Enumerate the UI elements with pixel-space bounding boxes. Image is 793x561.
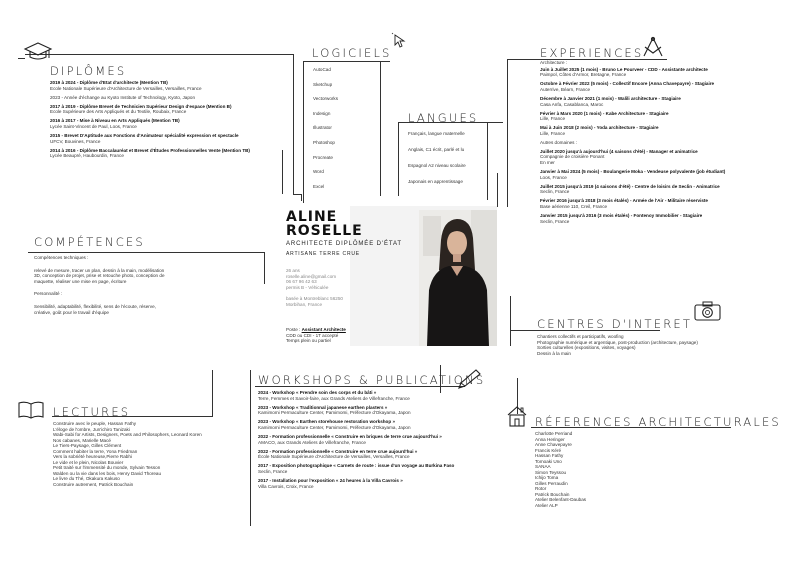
language-item: Anglais, C1 écrit, parlé et lu	[408, 147, 465, 152]
diplome-detail: Lycée Saint-Vincent de Paul, Loos, France	[50, 124, 137, 130]
competences-perso-line: créative, goût pour le travail d'équipe	[34, 309, 109, 315]
experience-entry	[540, 149, 785, 166]
language-item: Français, langue maternelle	[408, 131, 465, 136]
subtitle-architect: ARCHITECTE DIPLÔMÉE D'ÉTAT	[286, 241, 402, 247]
experience-title: Juin à Juillet 2025 (1 mois) - Bruno Le Pourveer - CDD - Assistante architecte	[540, 66, 708, 72]
experience-title: Février 2016 jusqu'à 2018 (3 mois étalés) - Armée de l'Air - Militaire réserviste	[540, 198, 708, 204]
book-item: Le vide et le plein, Nicolas Bouvier	[53, 459, 124, 465]
diplome-title: 2023 - Année d'échange au Kyoto Institute of Technology, Kyoto, Japon	[50, 94, 196, 100]
experience-entry	[540, 213, 785, 224]
competences-perso-line: Sensibilité, adaptabilité, flexibilité, sens de l'écoute, réserve,	[34, 303, 156, 309]
interest-item: Photographie numérique et argentique, post-production (architecture, paysage)	[537, 339, 698, 345]
experience-entry	[540, 169, 785, 180]
centres-list	[537, 334, 787, 356]
experience-detail: Paimpol, Côtes d'Armor, Bretagne, France	[540, 72, 627, 78]
workshop-entry	[258, 434, 498, 445]
competences-perso-label: Personnalité :	[34, 291, 63, 297]
workshop-entry	[258, 405, 498, 416]
reference-item: Atelier ALP	[535, 502, 558, 508]
workshop-title: 2017 - Installation pour l'exposition « 24 heures à la Villa Cavrois »	[258, 478, 403, 484]
experience-title: Juillet 2015 jusqu'à 2019 (4 saisons d'été) - Centre de loisirs de Seclin - Animatrice	[540, 183, 720, 189]
interest-item: Dessin à la main	[537, 350, 571, 356]
experience-entry	[540, 67, 785, 78]
poste-line	[286, 327, 346, 333]
workshop-entry	[258, 419, 498, 430]
experience-title: Octobre à Février 2022 (5 mois) - Collectif Encore (Anna Chavepayre) - Stagiaire	[540, 81, 715, 87]
experience-entry	[540, 125, 785, 136]
diplome-detail: Ecole Nationale Supérieure d'Architecture de Versailles, Versailles, France	[50, 85, 202, 91]
divider-line	[264, 252, 265, 284]
experience-detail: Casa Anfa, Casablanca, Maroc	[540, 101, 604, 107]
book-item: Petit traité sur l'immensité du monde, Sylvain Tesson	[53, 465, 161, 470]
experience-entry	[540, 198, 785, 209]
experiences-architecture-label: Architecture :	[540, 60, 568, 65]
reference-item: Charlotte Perriand	[535, 431, 573, 436]
logiciels-list	[313, 63, 378, 194]
reference-item: SANAA	[535, 464, 551, 469]
reference-item: Gilles Perraudin	[535, 480, 568, 486]
age: 26 ans	[286, 268, 300, 273]
workshop-title: 2022 - Formation professionnelle « Construire en terre crue aujourd'hui »	[258, 448, 418, 454]
section-title-langues: LANGUES	[408, 111, 479, 125]
workshop-entry	[258, 478, 498, 489]
experience-entry	[540, 111, 785, 122]
experience-title: Février à Mars 2020 (1 mois) - Kabe Architecture - Stagiaire	[540, 110, 669, 116]
workshop-title: 2023 - Workshop « Earthen storehouse restoration workshop »	[258, 419, 395, 425]
software-item: Vectorworks	[313, 96, 339, 102]
experience-title: Mai à Juin 2018 (2 mois) - Yoda architecture - Stagiaire	[540, 125, 659, 131]
book-item: Le livre du Thé, Okakura Kakuso	[53, 476, 120, 481]
experience-detail: Compagnie de croisière Ponant	[540, 154, 605, 160]
section-title-diplomes: DIPLÔMES	[50, 64, 127, 78]
section-title-workshops: WORKSHOPS & PUBLICATIONS	[258, 373, 486, 387]
software-item: AutoCad	[313, 67, 331, 72]
workshops-list	[258, 390, 498, 493]
address-line1: basée à Montreblanc 56250	[286, 296, 343, 302]
diplome-entry	[50, 148, 290, 159]
software-item: Sketchup	[313, 81, 333, 87]
workshop-title: 2022 - Formation professionnelle « Construire en briques de terre crue aujourd'hui »	[258, 434, 442, 440]
diplome-title: 2015 - Brevet D'Aptitude aux Fonctions d'Animateur spécialité expression et spectacle	[50, 133, 239, 139]
divider-line	[380, 61, 381, 196]
book-item: Wabi-Sabi for Artists, Designers, Poets and Philosophers, Leonard Koren	[53, 432, 202, 437]
lectures-list	[53, 421, 253, 487]
reference-item: Francis Kéré	[535, 447, 562, 453]
working-hours: Temps plein ou partiel	[286, 338, 331, 344]
workshop-entry	[258, 390, 498, 401]
reference-item: Ichijo Toma	[535, 475, 559, 480]
divider-line	[303, 61, 390, 62]
address-line2: Morbihan, France	[286, 301, 323, 307]
experience-entry	[540, 96, 785, 107]
divider-line	[510, 296, 511, 346]
section-title-experiences: EXPERIENCES	[540, 46, 644, 60]
diplome-title: 2016 à 2017 - Mise à Niveau en Arts Appliqués (Mention TB)	[50, 118, 180, 124]
software-item: Indesign	[313, 110, 331, 116]
divider-line	[293, 194, 301, 195]
book-item: L'éloge de l'ombre, Jun'ichiro Tanizaki	[53, 426, 130, 432]
experience-detail: Lille, France	[540, 130, 566, 136]
reference-item: Simon Teyssou	[535, 469, 567, 475]
reference-item: Rotor	[535, 486, 547, 491]
divider-line	[28, 252, 264, 253]
section-title-centres: CENTRES D'INTERET	[537, 317, 693, 331]
subtitle-artisan: ARTISANE TERRE CRUE	[286, 251, 360, 257]
software-item: Excel	[313, 183, 325, 189]
workshop-detail: AMACO, aux Grands Ateliers de Villefranche, France	[258, 439, 366, 445]
workshop-title: 2017 - Exposition photographique « Carnets de route : issue d'un voyage au Burkina Faso	[258, 463, 455, 469]
competences-tech-line: 3D, conception de projet, prise et retouche photo, conception de	[34, 273, 165, 279]
software-item: Word	[313, 169, 324, 175]
experiences-autres-label: Autres domaines :	[540, 140, 578, 146]
competences-tech-line: maquette, réaliser une mise en page, écriture	[34, 278, 127, 284]
book-item: Walden ou la vie dans les bois, Henry David Thoreau	[53, 470, 162, 476]
experience-detail: En mer	[540, 159, 555, 165]
interest-item: Chantiers collectifs et participatifs, woofing	[537, 334, 624, 339]
poste-label: Poste :	[286, 327, 301, 332]
section-title-logiciels: LOGICIELS	[312, 46, 392, 60]
software-item: Procreate	[313, 154, 333, 160]
experience-detail: Lille, France	[540, 116, 566, 122]
divider-line	[507, 59, 508, 207]
book-item: Le Tiers-Paysage, Gilles Clément	[53, 443, 122, 448]
contract-type: CDD ou CDI - 1T accepté	[286, 332, 339, 338]
divider-line	[497, 173, 498, 207]
interest-item: Sorties culturelles (expositions, visites, voyages)	[537, 345, 636, 351]
experience-detail: Seclin, France	[540, 218, 570, 224]
experience-detail: Seclin, France	[540, 189, 570, 195]
experience-detail: Auterrive, Béarn, France	[540, 86, 591, 92]
email[interactable]: roselle.aline@gmail.com	[286, 273, 337, 279]
diplome-title: 2014 à 2016 - Diplôme Baccalauréat et Brevet d'Études Professionnelles Vente (Mention TB)	[50, 147, 250, 153]
divider-line	[212, 370, 213, 417]
experience-title: Décembre à Janvier 2021 (1 mois) - Walili architecture - Stagiaire	[540, 95, 681, 101]
diplome-entry	[50, 95, 290, 101]
last-name: ROSELLE	[286, 223, 363, 239]
experience-title: Juillet 2020 jusqu'à aujourd'hui (4 saisons d'été) - Manager et animatrice	[540, 148, 698, 154]
divider-line	[303, 61, 304, 203]
diplome-entry	[50, 118, 290, 129]
phone[interactable]: 06 67 96 42 63	[286, 279, 317, 285]
section-title-references: RÉFERENCES ARCHITECTURALES	[535, 415, 781, 429]
workshop-entry	[258, 449, 498, 460]
workshop-detail: Terre, Femmes et Savoir-faire, aux Grands Ateliers de Villefranche, France	[258, 395, 410, 401]
camera-icon	[694, 300, 722, 322]
experience-detail: Loos, France	[540, 174, 567, 180]
book-item: Comment habiter la terre, Yona Friedman	[53, 448, 138, 454]
book-item: Vers la sobriété heureuse,Pierre Rabhi	[53, 454, 132, 459]
diplome-title: 2019 à 2024 - Diplôme d'Etat d'architecte (Mention TB)	[50, 80, 168, 85]
section-title-lectures: LECTURES	[53, 405, 131, 419]
competences-tech-line: relevé de mesure, tracer un plan, dessin à la main, modélisation	[34, 267, 165, 273]
workshop-title: 2023 - Workshop « Traditionnal japanese earthen plasters »	[258, 404, 388, 410]
contact-block	[286, 268, 343, 308]
reference-item: Atelier Belenfant-Daubas	[535, 497, 587, 502]
langues-list	[408, 126, 488, 190]
diplome-entry	[50, 104, 290, 115]
section-title-competences: COMPÉTENCES	[34, 235, 145, 249]
book-item: Construire avec le peuple, Hassan Fathy	[53, 421, 136, 426]
reference-item: Anna Heringer	[535, 436, 565, 442]
diplome-detail: UFCV, Bouvines, France	[50, 138, 101, 144]
language-item: Espagnol A2 niveau scolaire	[408, 163, 466, 168]
diplome-entry	[50, 80, 290, 91]
experiences-list	[540, 60, 785, 228]
experience-entry	[540, 184, 785, 195]
diplome-detail: Ecole Supérieure des Arts Appliqués et du Textile, Roubaix, France	[50, 109, 187, 115]
workshop-detail: École Nationale Supérieure d'Architecture de Versailles, Versailles, France	[258, 454, 410, 460]
poste-value: Assistant Architecte	[301, 327, 346, 332]
book-item: Nos cabanes, Marielle Macé	[53, 437, 111, 443]
language-item: Japonais en apprentissage	[408, 179, 463, 184]
portrait-photo	[419, 210, 497, 346]
first-name: ALINE	[286, 209, 338, 225]
divider-line	[25, 54, 293, 55]
competences-content	[34, 255, 259, 315]
experience-entry	[540, 81, 785, 92]
workshop-title: 2024 - Workshop « Prendre soin des corps et du bâti »	[258, 390, 377, 395]
software-item: Photoshop	[313, 139, 335, 145]
workshop-entry	[258, 463, 498, 474]
divider-line	[398, 122, 399, 196]
reference-item: Anne Chavepayre	[535, 442, 572, 447]
book-icon	[17, 400, 45, 420]
diplome-entry	[50, 133, 290, 144]
experience-detail: Base aérienne 110, Creil, France	[540, 203, 608, 209]
workshop-detail: Kamimomi Permaculture Center, Pamimomi, Préfecture d'Okayama, Japon	[258, 410, 411, 416]
experience-title: Janvier à Mai 2024 (5 mois) - Boulangerie Moka - Vendeuse polyvalente (job étudiant)	[540, 168, 726, 174]
competences-tech-label: Compétences techniques :	[34, 255, 89, 260]
diplome-title: 2017 à 2019 - Diplôme Brevet de Technicien Supérieur Design d'espace (Mention B)	[50, 103, 232, 109]
driving-permit: permis B - Véhiculée	[286, 284, 329, 290]
references-list	[535, 431, 685, 508]
workshop-detail: Villa Cavrois, Croix, France	[258, 483, 314, 489]
workshop-detail: Kamimomi Permaculture Center, Pamimomi, Préfecture d'Okayama, Japon	[258, 424, 411, 430]
graduation-cap-icon	[24, 40, 52, 64]
house-icon	[505, 404, 529, 428]
compass-square-icon	[641, 36, 665, 58]
reference-item: Patrick Bouchain	[535, 491, 570, 497]
poste-block	[286, 327, 346, 344]
reference-item: Hassan Fathy	[535, 453, 564, 458]
divider-line	[301, 194, 302, 201]
software-item: Illustrator	[313, 125, 332, 131]
diplome-detail: Lycée Beaupré, Haubourdin, France	[50, 153, 124, 159]
workshop-detail: Seclin, France	[258, 469, 288, 475]
cursor-icon	[392, 33, 406, 49]
diplomes-list	[50, 80, 290, 163]
divider-line	[293, 54, 294, 194]
book-item: Construire autrement, Patrick Bouchain	[53, 481, 134, 487]
experience-title: Janvier 2015 jusqu'à 2016 (3 mois étalés) - Fontenoy Immobilier - Stagiaire	[540, 212, 703, 218]
reference-item: Tomoaki Uno	[535, 458, 562, 464]
